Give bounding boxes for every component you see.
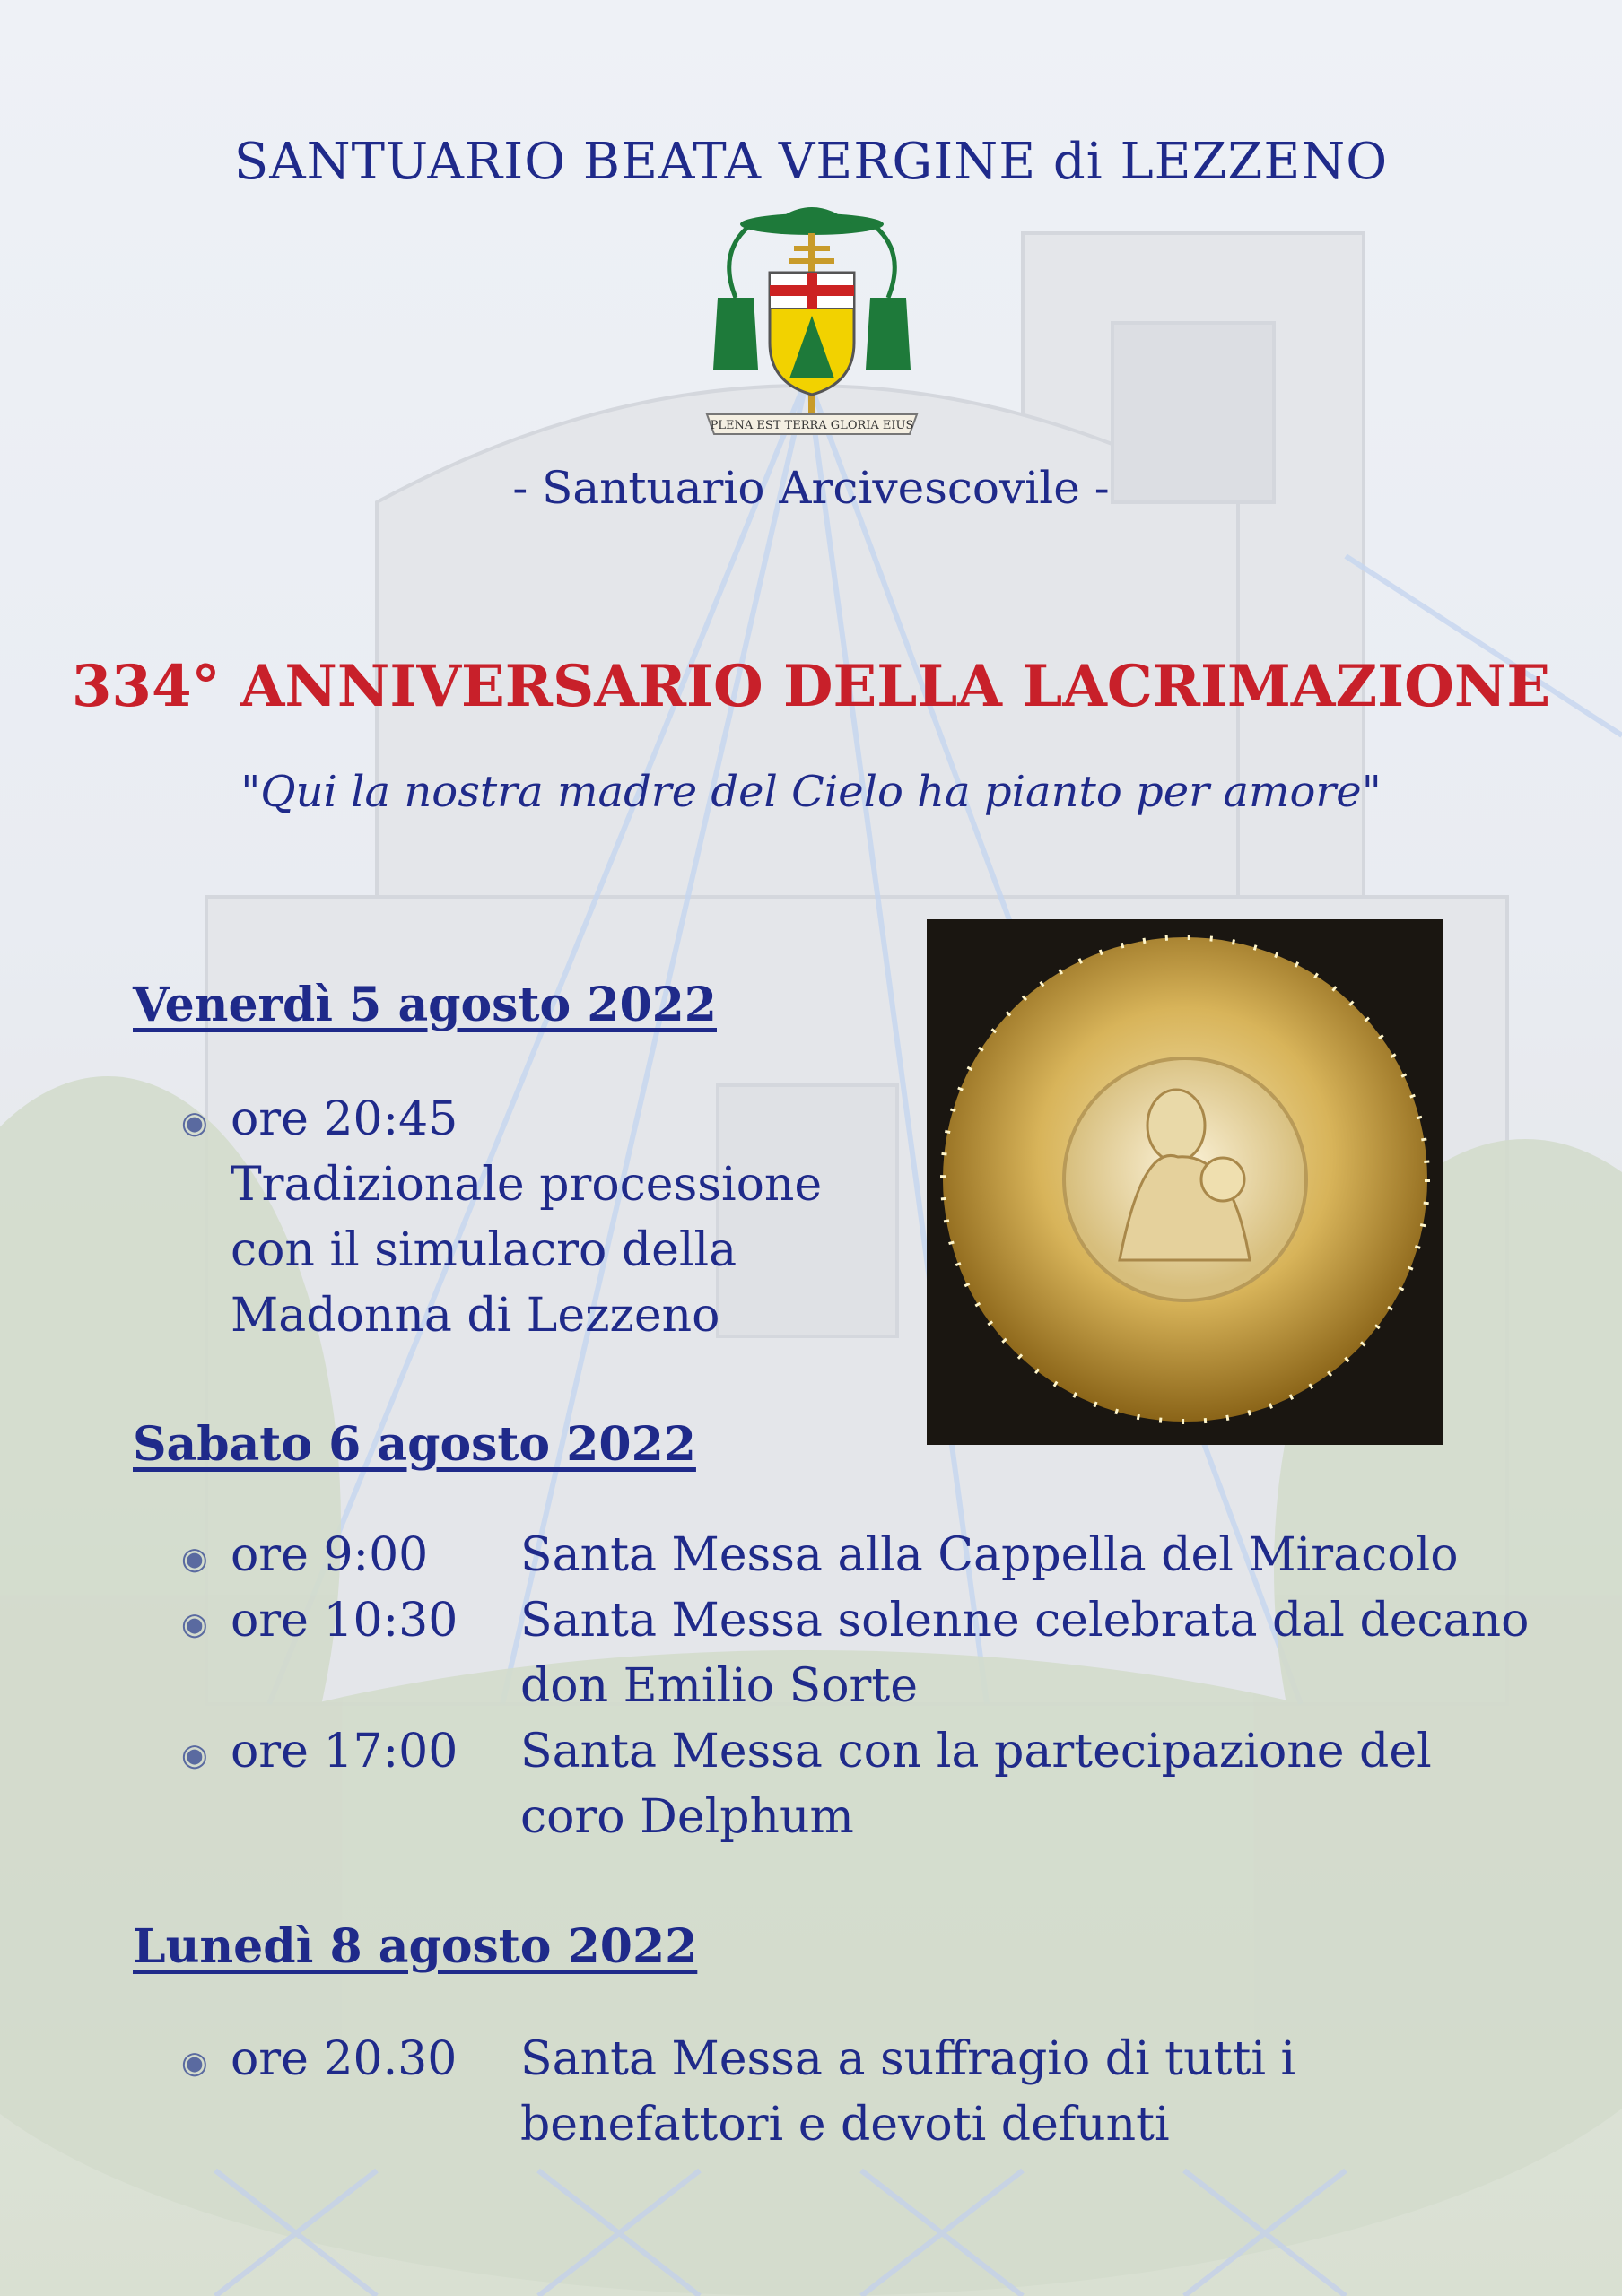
event-time: ore 20.30: [231, 2032, 458, 2086]
event-description: con il simulacro della: [231, 1223, 737, 1277]
bullet-icon: ◉: [181, 1606, 208, 1642]
event-description: Santa Messa solenne celebrata dal decano: [520, 1594, 1530, 1648]
sanctuary-name: SANTUARIO BEATA VERGINE di LEZZENO: [233, 133, 1389, 191]
event-description: Tradizionale processione: [231, 1158, 823, 1212]
bullet-icon: ◉: [181, 2045, 208, 2081]
anniversary-title: 334° ANNIVERSARIO DELLA LACRIMAZIONE: [71, 653, 1551, 720]
bullet-icon: ◉: [181, 1105, 208, 1141]
crest-motto: PLENA EST TERRA GLORIA EIUS: [710, 419, 914, 432]
event-time: ore 9:00: [231, 1528, 429, 1582]
event-description: don Emilio Sorte: [520, 1659, 919, 1713]
event-time: ore 10:30: [231, 1594, 458, 1648]
bullet-icon: ◉: [181, 1737, 208, 1773]
event-time: ore 17:00: [231, 1725, 458, 1779]
event-description: coro Delphum: [520, 1790, 854, 1844]
event-description: Madonna di Lezzeno: [231, 1289, 720, 1343]
madonna-plate-photo: [927, 919, 1443, 1445]
event-description: benefattori e devoti defunti: [520, 2098, 1170, 2152]
quote: "Qui la nostra madre del Cielo ha pianto per amore": [240, 767, 1382, 817]
day-heading-monday: Lunedì 8 agosto 2022: [133, 1919, 698, 1974]
event-time: ore 20:45: [231, 1092, 458, 1146]
day-heading-saturday: Sabato 6 agosto 2022: [133, 1417, 696, 1472]
event-description: Santa Messa alla Cappella del Miracolo: [520, 1528, 1459, 1582]
archbishop-crest-icon: [700, 199, 924, 450]
event-description: Santa Messa con la partecipazione del: [520, 1725, 1432, 1779]
subtitle: - Santuario Arcivescovile -: [512, 462, 1110, 514]
event-description: Santa Messa a suffragio di tutti i: [520, 2032, 1296, 2086]
day-heading-friday: Venerdì 5 agosto 2022: [133, 978, 717, 1032]
bullet-icon: ◉: [181, 1541, 208, 1577]
